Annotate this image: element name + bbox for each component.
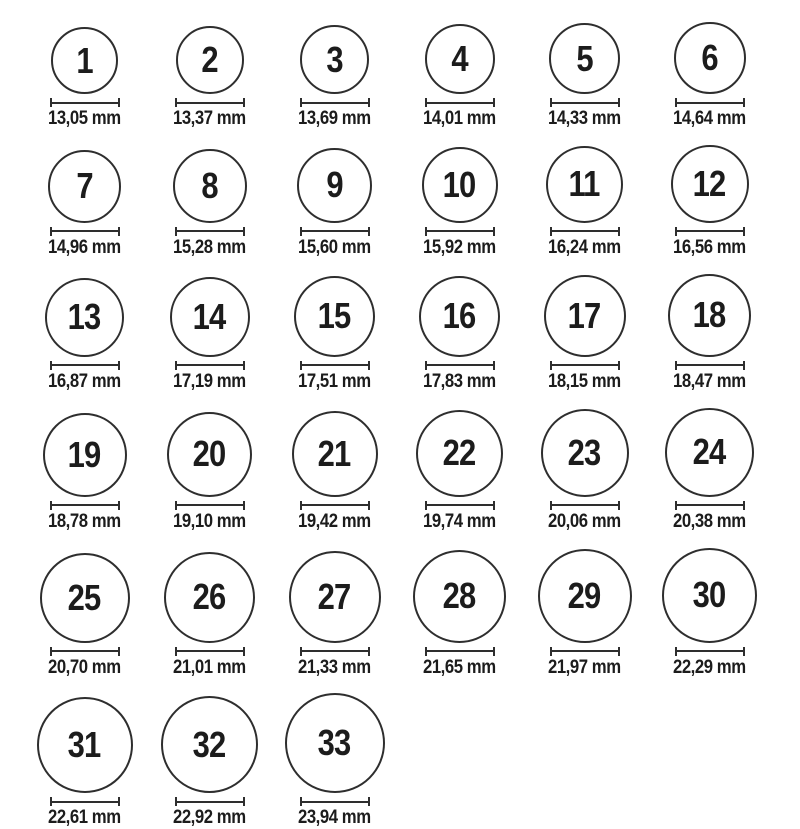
measure-bar — [52, 801, 118, 803]
diameter-measure-line — [175, 361, 245, 370]
ring-size-item — [22, 697, 147, 829]
diameter-value-label: 19,74 mm — [423, 510, 496, 532]
chart-row — [22, 274, 800, 393]
ring-size-item — [272, 276, 397, 393]
measure-bar — [302, 504, 368, 506]
diameter-value-label: 18,47 mm — [673, 370, 746, 392]
diameter-measure-line — [425, 647, 495, 656]
diameter-value-label: 13,05 mm — [48, 108, 121, 129]
diameter-value-label: 15,60 mm — [298, 236, 371, 258]
diameter-measure-line — [300, 797, 370, 806]
measure-bar — [52, 650, 118, 652]
ring-size-number: 15 — [318, 295, 351, 337]
ring-circle-outline — [161, 696, 258, 793]
ring-size-item — [647, 22, 772, 130]
diameter-value-label: 16,87 mm — [48, 370, 121, 392]
diameter-measure-line — [175, 98, 245, 107]
ring-size-item — [147, 412, 272, 533]
diameter-value-label: 22,61 mm — [48, 807, 121, 829]
ring-circle-outline — [40, 553, 130, 643]
diameter-value-label: 13,37 mm — [173, 108, 246, 129]
ring-size-number: 23 — [568, 431, 601, 473]
diameter-measure-line — [675, 98, 745, 107]
ring-size-item — [522, 549, 647, 679]
ring-size-number: 14 — [193, 295, 226, 337]
ring-size-number: 19 — [68, 433, 101, 475]
ring-size-number: 16 — [443, 295, 476, 337]
ring-circle-outline — [43, 413, 127, 497]
diameter-value-label: 22,92 mm — [173, 807, 246, 829]
measure-bar — [552, 230, 618, 232]
ring-size-number: 13 — [68, 296, 101, 338]
ring-size-number: 9 — [326, 164, 343, 206]
ring-size-item — [147, 552, 272, 679]
ring-circle-outline — [300, 25, 369, 94]
ring-size-number: 17 — [568, 294, 601, 336]
measure-bar — [677, 230, 743, 232]
ring-size-item — [22, 27, 147, 130]
ring-circle-outline — [541, 409, 629, 497]
diameter-value-label: 20,38 mm — [673, 510, 746, 532]
ring-size-item — [397, 550, 522, 679]
ring-size-number: 12 — [693, 162, 726, 204]
ring-size-item — [397, 24, 522, 130]
diameter-measure-line — [300, 501, 370, 510]
ring-size-item — [22, 150, 147, 259]
diameter-value-label: 14,96 mm — [48, 236, 121, 258]
diameter-measure-line — [550, 98, 620, 107]
diameter-value-label: 21,01 mm — [173, 656, 246, 678]
measure-bar — [302, 102, 368, 104]
ring-size-number: 7 — [76, 165, 93, 207]
ring-circle-outline — [51, 27, 118, 94]
measure-bar — [302, 230, 368, 232]
ring-size-item — [147, 696, 272, 829]
diameter-measure-line — [50, 227, 120, 236]
measure-bar — [677, 364, 743, 366]
ring-circle-outline — [544, 275, 626, 357]
ring-circle-outline — [294, 276, 375, 357]
ring-size-number: 8 — [201, 164, 218, 206]
chart-row — [22, 693, 800, 829]
measure-bar — [177, 102, 243, 104]
diameter-value-label: 17,51 mm — [298, 370, 371, 392]
diameter-value-label: 23,94 mm — [298, 807, 371, 829]
ring-circle-outline — [164, 552, 255, 643]
measure-bar — [52, 364, 118, 366]
measure-bar — [177, 504, 243, 506]
ring-size-item — [147, 149, 272, 259]
ring-circle-outline — [170, 277, 250, 357]
chart-row — [22, 408, 800, 533]
diameter-value-label: 14,64 mm — [673, 108, 746, 129]
diameter-measure-line — [175, 227, 245, 236]
measure-bar — [52, 504, 118, 506]
measure-bar — [677, 650, 743, 652]
diameter-measure-line — [550, 647, 620, 656]
diameter-measure-line — [50, 647, 120, 656]
diameter-value-label: 17,19 mm — [173, 370, 246, 392]
ring-size-number: 29 — [568, 574, 601, 616]
diameter-value-label: 22,29 mm — [673, 656, 746, 678]
diameter-value-label: 18,15 mm — [548, 370, 621, 392]
diameter-value-label: 18,78 mm — [48, 510, 121, 532]
ring-circle-outline — [176, 26, 244, 94]
diameter-measure-line — [675, 647, 745, 656]
diameter-measure-line — [300, 647, 370, 656]
ring-size-item — [397, 276, 522, 393]
diameter-measure-line — [50, 361, 120, 370]
ring-size-item — [22, 278, 147, 393]
ring-circle-outline — [665, 408, 754, 497]
ring-circle-outline — [292, 411, 378, 497]
measure-bar — [677, 102, 743, 104]
ring-circle-outline — [285, 693, 385, 793]
ring-size-item — [647, 145, 772, 259]
diameter-value-label: 16,24 mm — [548, 236, 621, 258]
diameter-measure-line — [675, 361, 745, 370]
diameter-value-label: 14,01 mm — [423, 108, 496, 129]
ring-size-number: 10 — [443, 163, 476, 205]
measure-bar — [427, 504, 493, 506]
chart-row — [22, 145, 800, 259]
measure-bar — [427, 230, 493, 232]
diameter-measure-line — [175, 647, 245, 656]
ring-size-number: 27 — [318, 575, 351, 617]
measure-bar — [52, 102, 118, 104]
ring-circle-outline — [173, 149, 247, 223]
measure-bar — [302, 650, 368, 652]
ring-size-number: 21 — [318, 432, 351, 474]
measure-bar — [552, 504, 618, 506]
measure-bar — [552, 364, 618, 366]
ring-circle-outline — [425, 24, 495, 94]
ring-circle-outline — [413, 550, 506, 643]
chart-row — [22, 22, 800, 130]
diameter-value-label: 14,33 mm — [548, 108, 621, 129]
diameter-measure-line — [300, 361, 370, 370]
ring-size-item — [522, 23, 647, 130]
measure-bar — [427, 364, 493, 366]
ring-size-number: 20 — [193, 433, 226, 475]
ring-size-number: 11 — [568, 163, 601, 205]
ring-circle-outline — [416, 410, 503, 497]
ring-size-item — [272, 25, 397, 130]
diameter-value-label: 13,69 mm — [298, 108, 371, 129]
measure-bar — [177, 801, 243, 803]
diameter-value-label: 15,28 mm — [173, 236, 246, 258]
diameter-value-label: 19,42 mm — [298, 510, 371, 532]
ring-size-item — [397, 147, 522, 259]
ring-size-item — [272, 693, 397, 829]
diameter-measure-line — [425, 227, 495, 236]
ring-size-number: 6 — [701, 37, 718, 78]
measure-bar — [677, 504, 743, 506]
ring-size-number: 1 — [76, 39, 93, 81]
ring-size-item — [22, 553, 147, 679]
ring-circle-outline — [671, 145, 749, 223]
measure-bar — [177, 364, 243, 366]
ring-size-item — [22, 413, 147, 533]
ring-size-item — [647, 408, 772, 533]
ring-size-item — [272, 148, 397, 259]
ring-size-number: 22 — [443, 432, 476, 474]
measure-bar — [52, 230, 118, 232]
ring-circle-outline — [674, 22, 746, 94]
diameter-measure-line — [675, 501, 745, 510]
diameter-measure-line — [50, 501, 120, 510]
ring-size-item — [272, 411, 397, 533]
ring-size-item — [647, 274, 772, 393]
diameter-measure-line — [175, 501, 245, 510]
ring-circle-outline — [289, 551, 381, 643]
measure-bar — [302, 364, 368, 366]
ring-size-number: 24 — [693, 431, 726, 473]
ring-size-number: 2 — [201, 39, 218, 80]
diameter-measure-line — [550, 361, 620, 370]
chart-row — [22, 548, 800, 679]
ring-circle-outline — [538, 549, 632, 643]
diameter-measure-line — [300, 98, 370, 107]
diameter-measure-line — [675, 227, 745, 236]
diameter-measure-line — [425, 501, 495, 510]
ring-circle-outline — [45, 278, 124, 357]
ring-size-item — [522, 146, 647, 259]
diameter-value-label: 21,65 mm — [423, 656, 496, 678]
ring-size-number: 5 — [576, 37, 593, 79]
diameter-value-label: 20,70 mm — [48, 656, 121, 678]
ring-size-item — [272, 551, 397, 679]
diameter-value-label: 15,92 mm — [423, 236, 496, 258]
measure-bar — [552, 650, 618, 652]
ring-size-number: 4 — [451, 38, 468, 79]
ring-circle-outline — [297, 148, 372, 223]
measure-bar — [177, 230, 243, 232]
ring-size-number: 32 — [193, 723, 226, 765]
diameter-measure-line — [425, 361, 495, 370]
ring-size-item — [647, 548, 772, 679]
ring-circle-outline — [668, 274, 751, 357]
diameter-measure-line — [550, 227, 620, 236]
ring-circle-outline — [546, 146, 623, 223]
ring-circle-outline — [422, 147, 498, 223]
diameter-value-label: 21,97 mm — [548, 656, 621, 678]
diameter-measure-line — [300, 227, 370, 236]
diameter-measure-line — [50, 797, 120, 806]
measure-bar — [177, 650, 243, 652]
diameter-measure-line — [175, 797, 245, 806]
ring-size-number: 18 — [693, 294, 726, 336]
ring-size-number: 33 — [318, 722, 351, 764]
measure-bar — [302, 801, 368, 803]
ring-size-item — [397, 410, 522, 533]
diameter-measure-line — [50, 98, 120, 107]
diameter-value-label: 16,56 mm — [673, 236, 746, 258]
ring-size-number: 30 — [693, 574, 726, 616]
ring-size-number: 25 — [68, 576, 101, 618]
ring-size-item — [147, 277, 272, 393]
diameter-value-label: 17,83 mm — [423, 370, 496, 392]
diameter-value-label: 21,33 mm — [298, 656, 371, 678]
ring-size-number: 31 — [68, 724, 101, 766]
ring-size-number: 26 — [193, 576, 226, 618]
diameter-measure-line — [550, 501, 620, 510]
ring-size-item — [522, 275, 647, 393]
ring-circle-outline — [549, 23, 620, 94]
ring-circle-outline — [662, 548, 757, 643]
ring-circle-outline — [167, 412, 252, 497]
ring-size-number: 28 — [443, 575, 476, 617]
ring-circle-outline — [48, 150, 121, 223]
ring-size-item — [147, 26, 272, 130]
ring-size-item — [522, 409, 647, 533]
measure-bar — [552, 102, 618, 104]
diameter-value-label: 20,06 mm — [548, 510, 621, 532]
ring-circle-outline — [419, 276, 500, 357]
ring-circle-outline — [37, 697, 133, 793]
diameter-value-label: 19,10 mm — [173, 510, 246, 532]
ring-size-number: 3 — [326, 38, 343, 80]
diameter-measure-line — [425, 98, 495, 107]
measure-bar — [427, 102, 493, 104]
measure-bar — [427, 650, 493, 652]
